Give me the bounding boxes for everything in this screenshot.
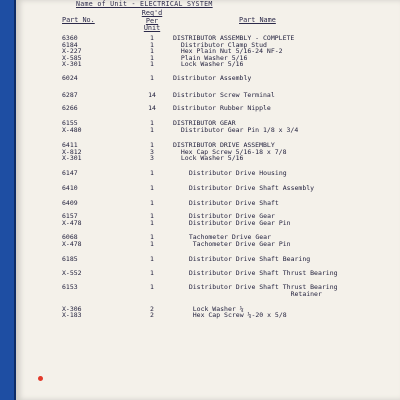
quantity: 1 [150, 199, 154, 207]
part-name: Lock Washer 5/16 [173, 60, 244, 69]
part-number: X-585 [62, 53, 82, 62]
part-number: X-183 [62, 311, 82, 320]
part-name-cell [181, 213, 400, 226]
quantity-cell [134, 105, 170, 112]
part-number-cell [62, 105, 122, 112]
part-number: X-301 [62, 60, 82, 69]
part-number-cell [62, 270, 122, 277]
column-header-required [134, 10, 170, 33]
quantity: 1 [150, 269, 154, 277]
quantity-cell [134, 213, 170, 226]
document-page [16, 0, 400, 400]
quantity: 1 [150, 74, 154, 82]
quantity: 2 [150, 311, 154, 320]
quantity: 1 [150, 125, 154, 134]
column-header-required-line1: Req'd Per [141, 9, 163, 25]
quantity: 1 [150, 34, 154, 42]
part-number: 6024 [62, 74, 78, 82]
part-number-cell [62, 213, 122, 226]
part-name: Retainer [181, 289, 322, 298]
quantity: 1 [150, 233, 154, 241]
part-number: X-306 [62, 304, 82, 313]
part-number: X-552 [62, 269, 82, 277]
part-number-cell [62, 75, 122, 82]
part-name: Hex Plain Nut 5/16-24 NF-2 [173, 47, 283, 56]
part-number: 6185 [62, 255, 78, 263]
part-number: X-480 [62, 125, 82, 134]
part-number-cell [62, 120, 122, 133]
part-number: 6153 [62, 283, 78, 291]
quantity: 1 [150, 184, 154, 192]
quantity: 1 [150, 119, 154, 127]
part-name-cell [181, 270, 400, 277]
quantity-cell [134, 284, 170, 291]
part-name: Distributor Rubber Nipple [173, 104, 271, 112]
part-name: Distributor Clamp Stud [173, 40, 267, 49]
part-name: DISTRIBUTOR ASSEMBLY - COMPLETE [173, 34, 295, 42]
part-name: Distributor Drive Shaft [181, 199, 279, 207]
part-name-cell [173, 35, 400, 68]
part-number-cell [62, 256, 122, 263]
part-name: Distributor Gear Pin 1/8 x 3/4 [173, 125, 299, 134]
part-name-cell [181, 170, 400, 177]
quantity-cell [134, 185, 170, 192]
quantity-cell [134, 35, 170, 68]
part-number: 6266 [62, 104, 78, 112]
part-name: Tachometer Drive Gear [181, 233, 272, 241]
part-number-cell [62, 92, 122, 99]
part-name: Distributor Drive Gear [181, 212, 275, 220]
part-name: Distributor Drive Shaft Thrust Bearing [181, 283, 338, 291]
part-number-cell [62, 35, 122, 68]
part-number-cell [62, 284, 122, 291]
part-name: Distributor Drive Gear Pin [181, 218, 291, 227]
part-number: 6287 [62, 91, 78, 99]
quantity: 1 [150, 283, 154, 291]
part-number: 6157 [62, 212, 78, 220]
quantity: 1 [150, 47, 154, 56]
part-number: 6155 [62, 119, 78, 127]
part-name: Distributor Screw Terminal [173, 91, 275, 99]
part-number: 6409 [62, 199, 78, 207]
quantity: 1 [150, 218, 154, 227]
part-name: Tachometer Drive Gear Pin [181, 239, 291, 248]
part-name: Distributor Drive Housing [181, 169, 287, 177]
quantity: 1 [150, 255, 154, 263]
part-name-cell [181, 185, 400, 192]
quantity-cell [134, 120, 170, 133]
part-number-cell [62, 299, 122, 319]
part-number: X-478 [62, 218, 82, 227]
binder-edge [0, 0, 16, 400]
part-number: X-301 [62, 154, 82, 163]
quantity-cell [134, 200, 170, 207]
quantity-cell [134, 75, 170, 82]
column-header-part-no: Part No. [62, 16, 95, 24]
part-number-cell [62, 142, 122, 162]
quantity-cell [134, 270, 170, 277]
part-name: DISTRIBUTOR DRIVE ASSEMBLY [173, 141, 275, 149]
quantity-cell [134, 92, 170, 99]
column-header-part-name: Part Name [239, 16, 276, 24]
red-mark [38, 376, 43, 381]
part-name-cell [173, 105, 400, 112]
part-name-cell [173, 120, 400, 133]
part-name: Distributor Drive Shaft Bearing [181, 255, 311, 263]
part-number: 6360 [62, 34, 78, 42]
part-name: Lock Washer 5/16 [173, 154, 244, 163]
part-name-cell [173, 142, 400, 162]
part-name-cell [181, 284, 400, 297]
part-name: Distributor Drive Shaft Thrust Bearing [181, 269, 338, 277]
part-number: 6411 [62, 141, 78, 149]
part-name: Lock Washer ¼ [181, 304, 244, 313]
part-name: Distributor Assembly [173, 74, 252, 82]
quantity: 14 [148, 104, 156, 112]
part-name-cell [181, 299, 400, 319]
quantity: 1 [150, 40, 154, 49]
part-number-cell [62, 234, 122, 247]
part-name: DISTRIBUTOR GEAR [173, 119, 236, 127]
quantity: 1 [150, 169, 154, 177]
quantity: 14 [148, 91, 156, 99]
part-name: Hex Cap Screw ¼-20 x 5/8 [181, 311, 287, 320]
quantity-cell [134, 142, 170, 162]
part-number: X-227 [62, 47, 82, 56]
part-name: Plain Washer 5/16 [173, 53, 248, 62]
part-number: X-812 [62, 147, 82, 156]
quantity: 3 [150, 147, 154, 156]
quantity: 1 [150, 141, 154, 149]
part-number: 6410 [62, 184, 78, 192]
part-name: Hex Cap Screw 5/16-18 x 7/8 [173, 147, 287, 156]
quantity-cell [134, 256, 170, 263]
quantity: 1 [150, 53, 154, 62]
quantity: 1 [150, 239, 154, 248]
part-name-cell [181, 200, 400, 207]
part-number-cell [62, 170, 122, 177]
part-name-cell [173, 92, 400, 99]
part-number: 6184 [62, 40, 78, 49]
part-number: X-478 [62, 239, 82, 248]
quantity: 3 [150, 154, 154, 163]
part-number: 6068 [62, 233, 78, 241]
part-name-cell [181, 256, 400, 263]
quantity: 1 [150, 60, 154, 69]
quantity-cell [134, 299, 170, 319]
quantity-cell [134, 234, 170, 247]
part-name: Distributor Drive Shaft Assembly [181, 184, 315, 192]
quantity: 1 [150, 212, 154, 220]
unit-header: Name of Unit - ELECTRICAL SYSTEM [76, 0, 213, 8]
quantity: 2 [150, 304, 154, 313]
quantity-cell [134, 170, 170, 177]
column-header-required-line2: Unit [143, 24, 161, 32]
part-number-cell [62, 185, 122, 192]
part-number: 6147 [62, 169, 78, 177]
part-number-cell [62, 200, 122, 207]
part-name-cell [173, 75, 400, 82]
part-name-cell [181, 234, 400, 247]
